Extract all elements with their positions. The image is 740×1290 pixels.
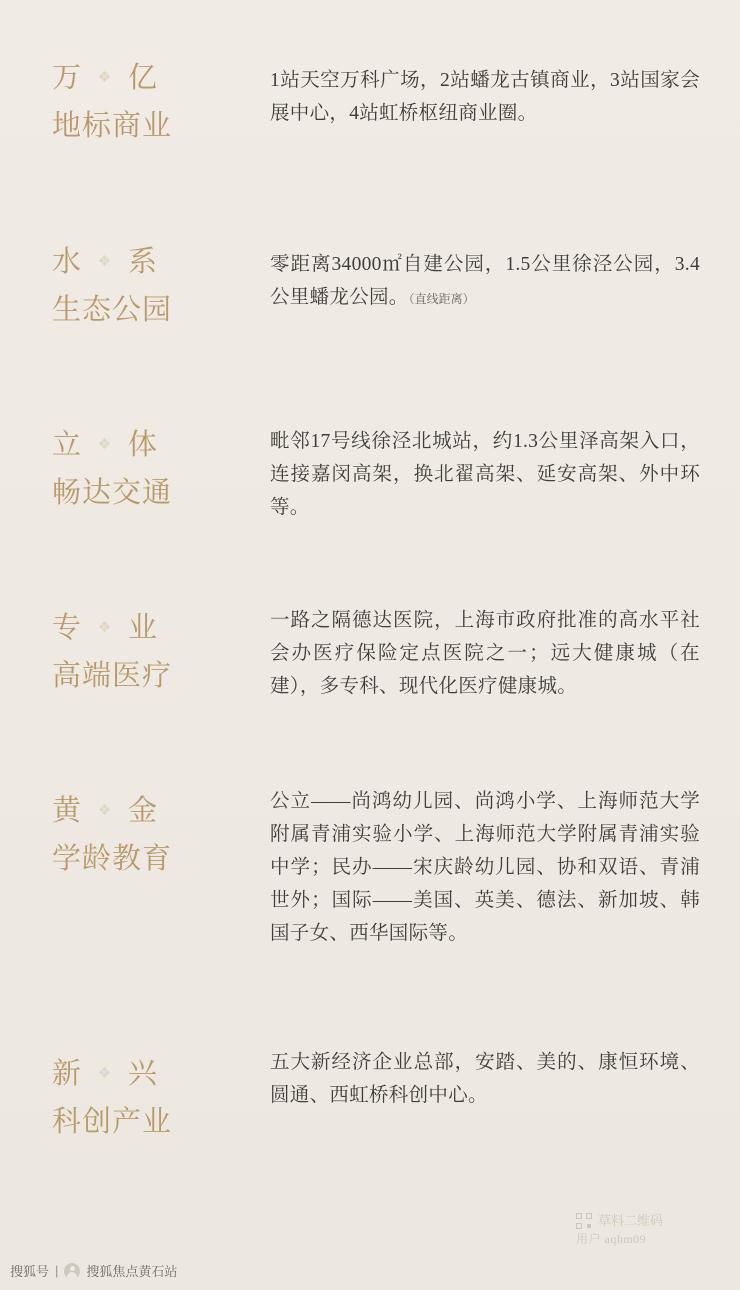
feature-title-line-1 — [52, 604, 202, 652]
feature-description-text: 五大新经济企业总部，安踏、美的、康恒环境、圆通、西虹桥科创中心。 — [270, 1052, 700, 1106]
qr-code-icon — [576, 1213, 592, 1229]
feature-description — [270, 596, 700, 705]
feature-title-char-1: 水 — [52, 246, 83, 278]
feature-title — [52, 224, 270, 334]
feature-description — [270, 781, 700, 952]
qr-watermark-brand: 草料二维码 — [598, 1213, 664, 1228]
feature-row — [0, 52, 740, 224]
qr-watermark — [576, 1212, 704, 1248]
feature-title-line-1 — [52, 787, 202, 835]
ornament-icon: ❖ — [97, 254, 113, 270]
ornament-icon: ❖ — [97, 437, 113, 453]
feature-row — [0, 1034, 740, 1194]
feature-title-line-1 — [52, 1050, 202, 1098]
feature-title-line-2: 学龄教育 — [52, 843, 173, 875]
feature-description — [270, 224, 700, 316]
feature-title-line-2: 地标商业 — [52, 110, 173, 142]
ornament-icon: ❖ — [97, 803, 113, 819]
feature-row — [0, 781, 740, 1034]
feature-title — [52, 781, 270, 883]
feature-list — [0, 52, 740, 1194]
ornament-icon: ❖ — [97, 620, 113, 636]
qr-watermark-brand-row — [576, 1212, 704, 1229]
feature-description — [270, 1034, 700, 1114]
footer-account-prefix: 搜狐号 — [10, 1264, 50, 1279]
feature-title-line-1 — [52, 238, 202, 286]
footer-separator: | — [55, 1263, 59, 1278]
avatar — [64, 1263, 80, 1279]
feature-title — [52, 596, 270, 700]
feature-title-char-2: 系 — [128, 246, 159, 278]
qr-watermark-user: 用户 aqhm09 — [576, 1232, 647, 1246]
feature-row — [0, 596, 740, 781]
feature-title-char-2: 兴 — [128, 1058, 159, 1090]
feature-description — [270, 411, 700, 526]
feature-description-text: 1站天空万科广场，2站蟠龙古镇商业，3站国家会展中心，4站虹桥枢纽商业圈。 — [270, 70, 700, 124]
feature-row — [0, 411, 740, 596]
feature-title-char-1: 万 — [52, 62, 83, 94]
footer-account-name: 搜狐焦点黄石站 — [86, 1264, 178, 1279]
footer-attribution — [10, 1261, 177, 1280]
feature-title-line-2: 高端医疗 — [52, 660, 173, 692]
feature-description-note: （直线距离） — [408, 292, 475, 306]
ornament-icon: ❖ — [97, 70, 113, 86]
feature-title-char-2: 亿 — [128, 62, 159, 94]
feature-description-text: 零距离34000㎡自建公园，1.5公里徐泾公园，3.4公里蟠龙公园。 — [270, 254, 700, 308]
feature-title-char-2: 业 — [128, 612, 159, 644]
feature-title-char-1: 专 — [52, 612, 83, 644]
feature-title-char-2: 金 — [128, 795, 159, 827]
feature-title-line-1 — [52, 421, 202, 469]
feature-description-text: 公立——尚鸿幼儿园、尚鸿小学、上海师范大学附属青浦实验小学、上海师范大学附属青浦实验中学；民办——宋庆龄幼儿园、协和双语、青浦世外；国际——美国、英美、德法、新加坡、韩国子女、西华国际等。 — [270, 791, 700, 944]
feature-title-line-1 — [52, 54, 202, 102]
feature-description — [270, 52, 700, 132]
feature-title-line-2: 科创产业 — [52, 1106, 173, 1138]
feature-title — [52, 411, 270, 517]
feature-title-char-2: 体 — [128, 429, 159, 461]
feature-title-char-1: 黄 — [52, 795, 83, 827]
feature-title — [52, 1034, 270, 1146]
feature-row — [0, 224, 740, 411]
ornament-icon: ❖ — [97, 1066, 113, 1082]
feature-title-char-1: 立 — [52, 429, 83, 461]
feature-description-text: 一路之隔德达医院，上海市政府批准的高水平社会办医疗保险定点医院之一；远大健康城（在建），多专科、现代化医疗健康城。 — [270, 610, 700, 697]
feature-title-line-2: 畅达交通 — [52, 477, 173, 509]
feature-title-char-1: 新 — [52, 1058, 83, 1090]
feature-description-text: 毗邻17号线徐泾北城站，约1.3公里泽高架入口，连接嘉闵高架，换北翟高架、延安高架、外中环等。 — [270, 431, 700, 518]
feature-title-line-2: 生态公园 — [52, 294, 173, 326]
feature-title — [52, 52, 270, 150]
